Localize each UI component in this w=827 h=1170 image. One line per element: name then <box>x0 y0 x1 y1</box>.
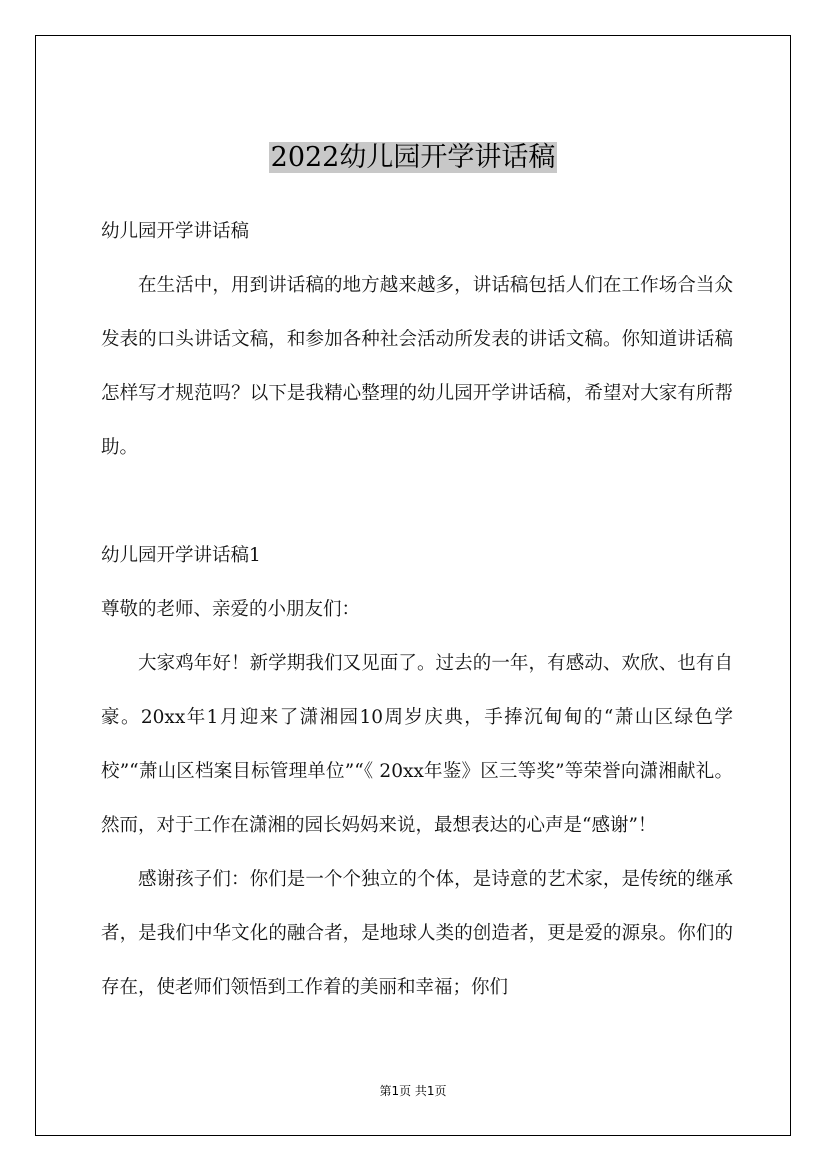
paragraph-gap <box>101 475 733 529</box>
page-footer: 第1页 共1页 <box>379 1084 447 1098</box>
document-page <box>35 35 791 1136</box>
salutation: 尊敬的老师、亲爱的小朋友们： <box>101 599 361 620</box>
body-paragraph-2: 感谢孩子们：你们是一个个独立的个体，是诗意的艺术家，是传统的继承者，是我们中华文化的融合者，是地球人类的创造者，更是爱的源泉。你们的存在，使老师们领悟到工作着的美丽和幸福；你们 <box>101 869 733 998</box>
document-subtitle: 幼儿园开学讲话稿 <box>101 221 250 242</box>
document-title: 2022幼儿园开学讲话稿 <box>270 142 556 173</box>
section-heading: 幼儿园开学讲话稿1 <box>101 545 261 566</box>
intro-paragraph: 在生活中，用到讲话稿的地方越来越多，讲话稿包括人们在工作场合当众发表的口头讲话文稿，和参加各种社会活动所发表的讲话文稿。你知道讲话稿怎样写才规范吗？以下是我精心整理的幼儿园开学讲话稿，希望对大家有所帮助。 <box>101 275 733 458</box>
body-paragraph-1: 大家鸡年好！新学期我们又见面了。过去的一年，有感动、欢欣、也有自豪。20xx年1月迎来了潇湘园10周岁庆典，手捧沉甸甸的“萧山区绿色学校”“萧山区档案目标管理单位”“《 20xx年鉴》区三等奖”等荣誉向潇湘献礼。然而，对于工作在潇湘的园长妈妈来说，最想表达的心声是“感谢”！ <box>101 653 733 836</box>
document-body <box>101 205 733 1015</box>
